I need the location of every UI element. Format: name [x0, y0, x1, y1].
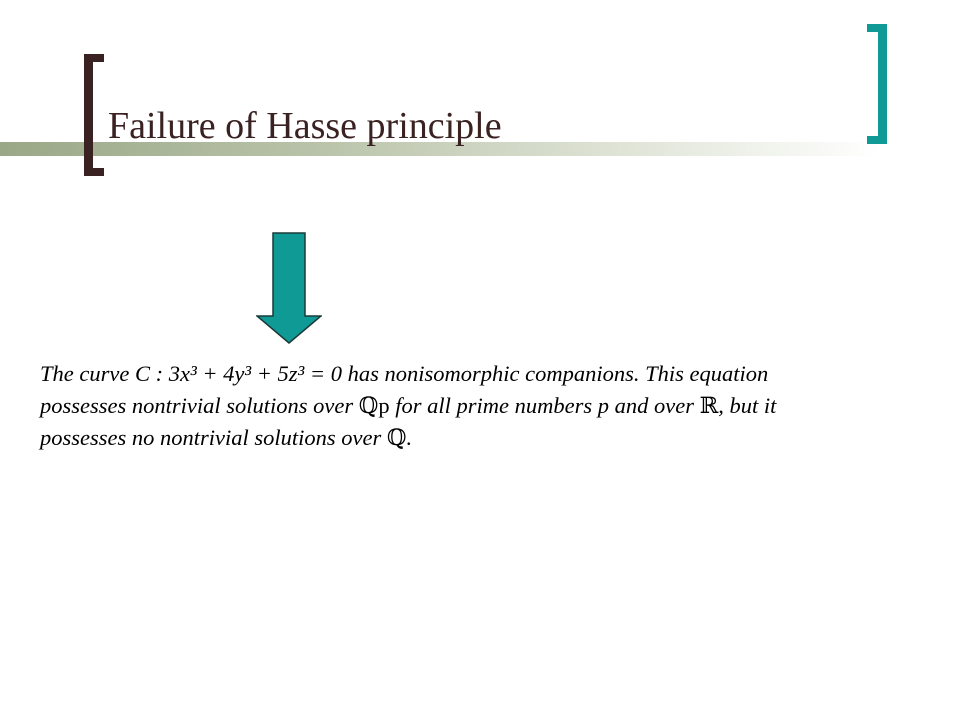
text-segment: possesses nontrivial solutions over [40, 393, 359, 418]
curve-equation: C : 3x³ + 4y³ + 5z³ = 0 [134, 361, 342, 386]
theorem-line-2 [40, 390, 940, 422]
right-bracket-decoration [867, 24, 887, 144]
left-bracket-decoration [84, 54, 104, 176]
text-segment: , but it [718, 393, 777, 418]
p-adic-field-symbol: ℚp [358, 393, 390, 418]
real-field-symbol: ℝ [699, 393, 719, 418]
text-segment: The curve [40, 361, 135, 386]
text-segment: has nonisomorphic companions. This equation [341, 361, 769, 386]
theorem-line-1 [40, 358, 940, 390]
down-arrow-shape [257, 233, 321, 343]
theorem-text [40, 358, 940, 454]
slide-title: Failure of Hasse principle [108, 105, 502, 147]
rational-field-symbol: ℚ [386, 425, 407, 450]
down-arrow-icon [256, 232, 322, 344]
text-segment: for all prime numbers p and over [389, 393, 700, 418]
text-segment: . [406, 425, 413, 450]
theorem-line-3 [40, 422, 940, 454]
text-segment: possesses no nontrivial solutions over [40, 425, 387, 450]
